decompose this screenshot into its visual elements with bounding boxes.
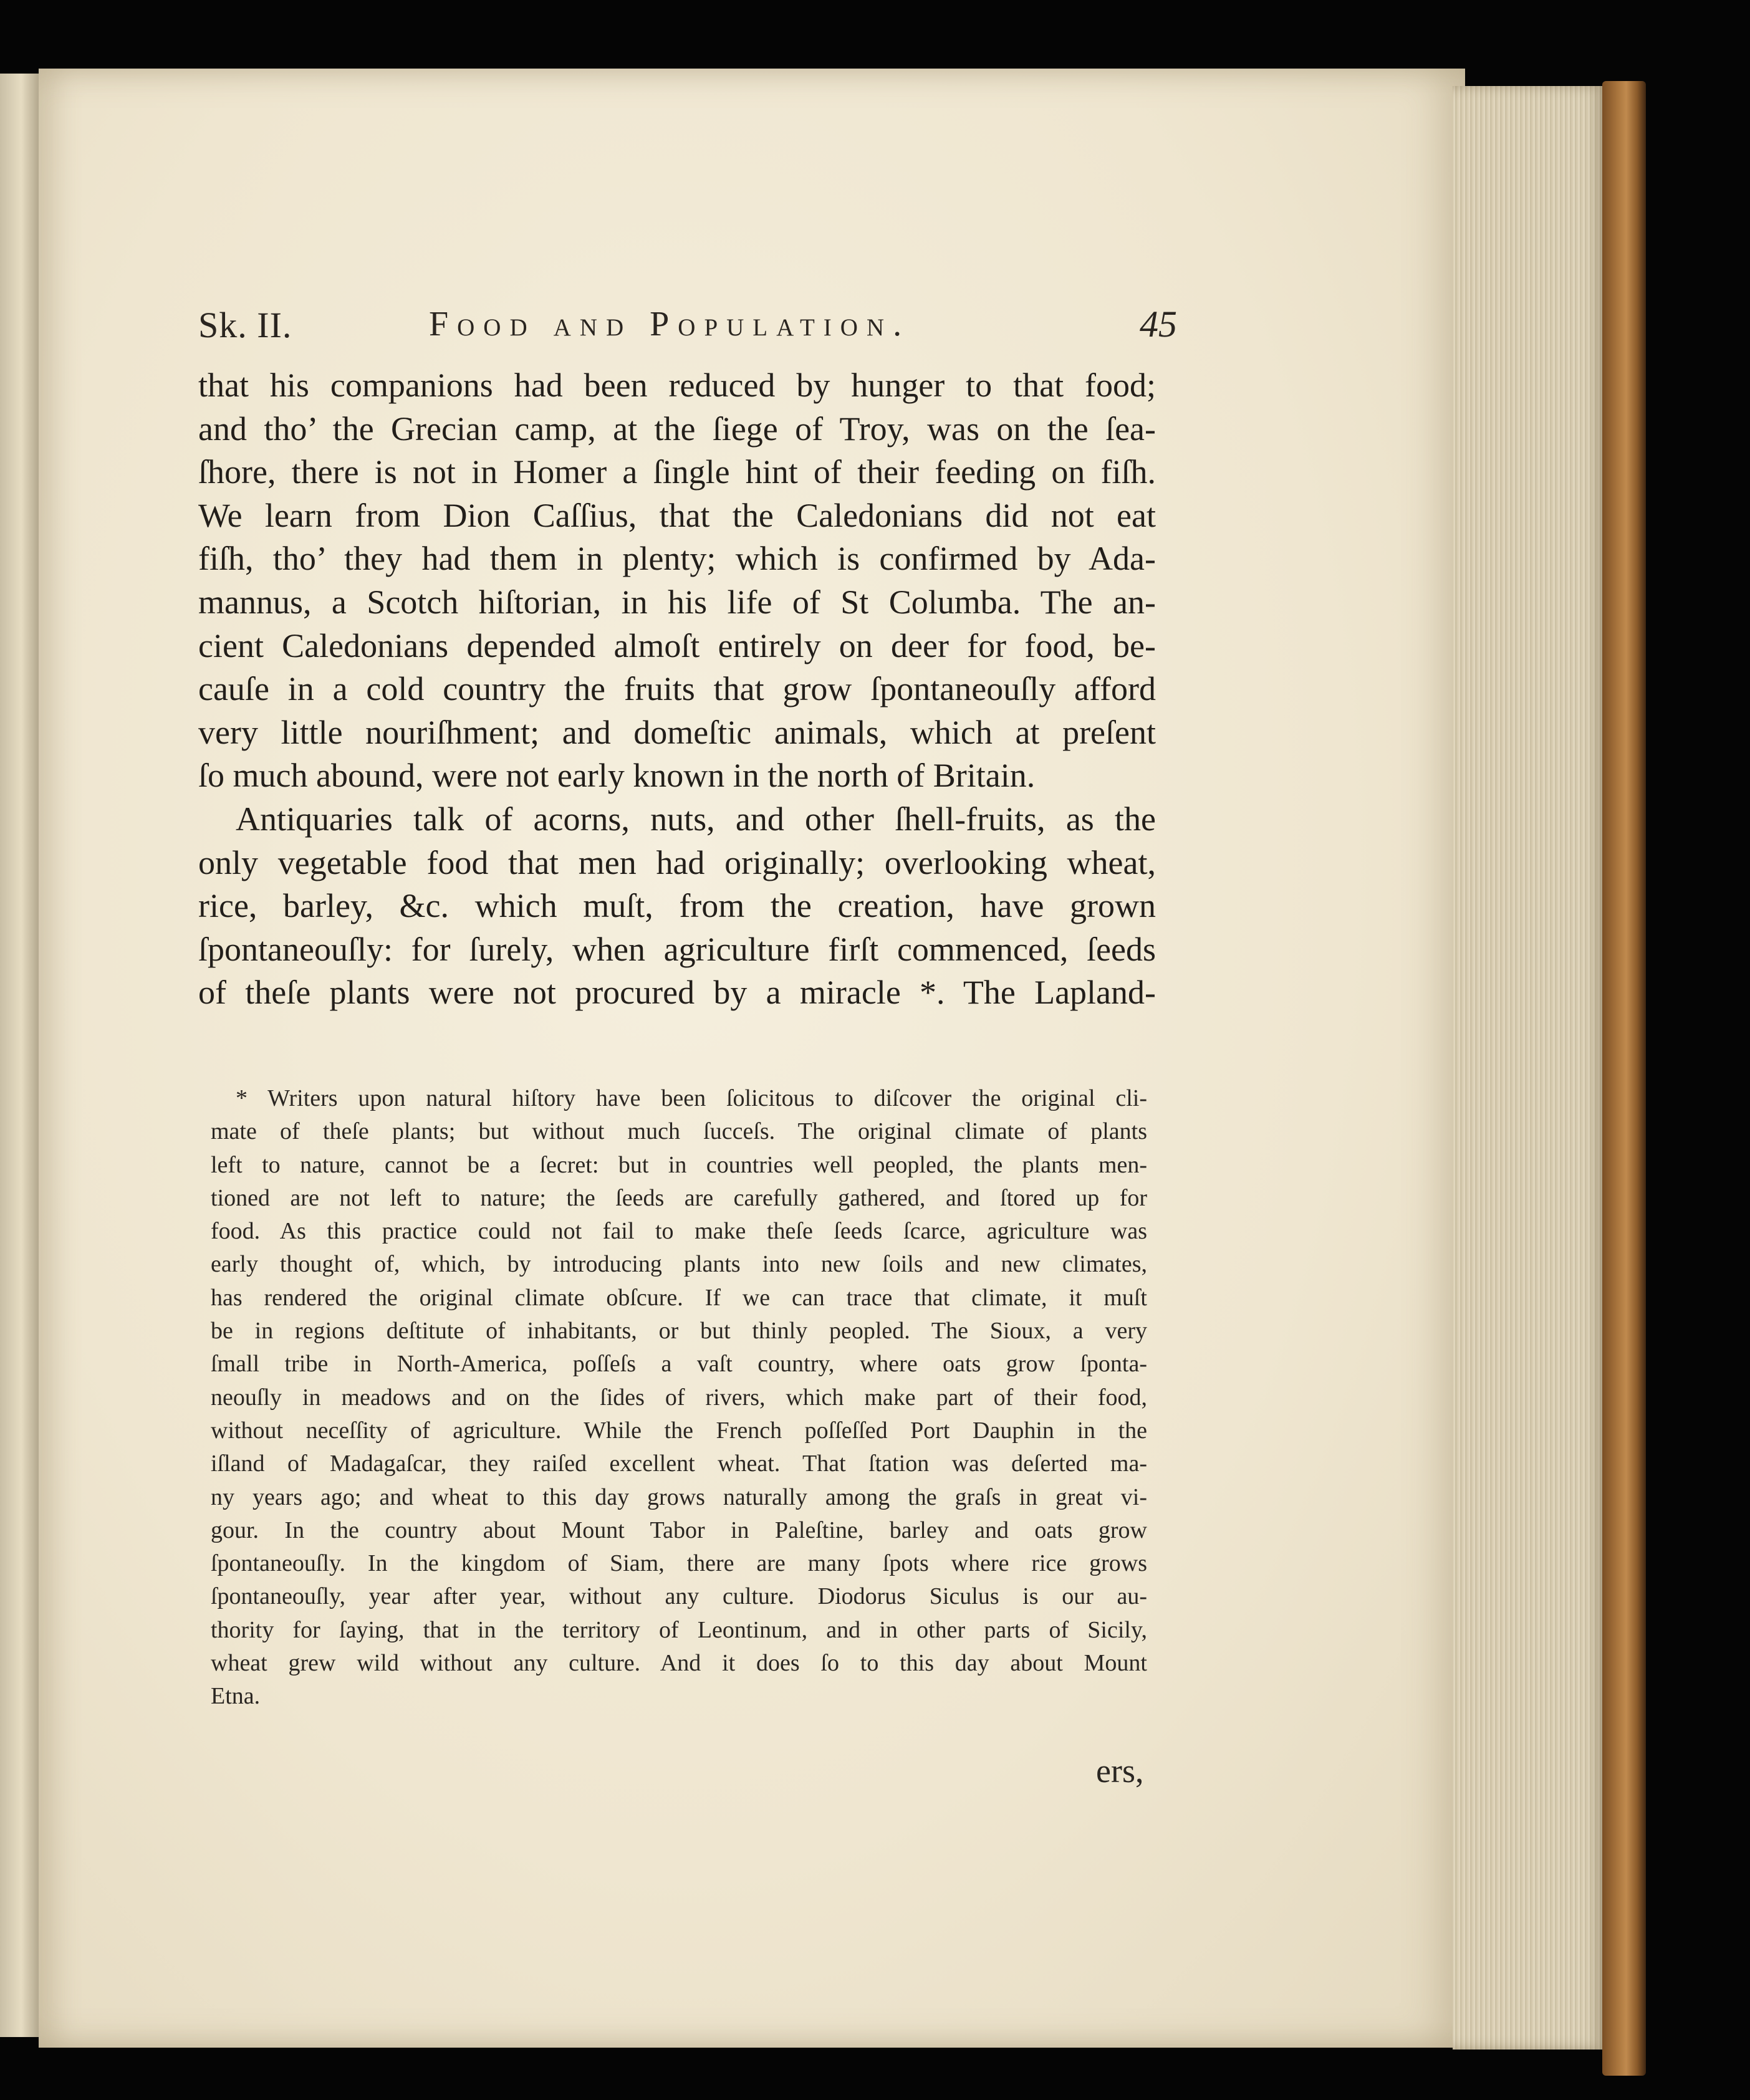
body-line: mannus, a Scotch hiſtorian, in his life of St Columba. The an- (198, 583, 1156, 621)
footnote-line: ſpontaneouſly. In the kingdom of Siam, there are many ſpots where rice grows (211, 1550, 1147, 1577)
footnote-line: without neceſſity of agriculture. While the French poſſeſſed Port Dauphin in the (211, 1417, 1147, 1444)
footnote-line: ſpontaneouſly, year after year, without any culture. Diodorus Siculus is our au- (211, 1583, 1147, 1610)
body-line: We learn from Dion Caſſius, that the Caledonians did not eat (198, 496, 1156, 534)
body-line: Antiquaries talk of acorns, nuts, and other ſhell-fruits, as the (236, 800, 1156, 838)
body-line: cient Caledonians depended almoſt entirely on deer for food, be- (198, 626, 1156, 664)
footnote-line: early thought of, which, by introducing plants into new ſoils and new climates, (211, 1251, 1147, 1278)
catchword: ers, (1096, 1752, 1144, 1790)
body-line: fiſh, tho’ they had them in plenty; which is confirmed by Ada- (198, 540, 1156, 578)
body-line: ſpontaneouſly: for ſurely, when agriculture firſt commenced, ſeeds (198, 930, 1156, 968)
footnote-line: Etna. (211, 1683, 261, 1710)
footnote-line: neouſly in meadows and on the ſides of rivers, which make part of their food, (211, 1384, 1147, 1411)
body-line: very little nouriſhment; and domeſtic animals, which at preſent (198, 713, 1156, 751)
footnote-line: food. As this practice could not fail to make theſe ſeeds ſcarce, agriculture was (211, 1218, 1147, 1245)
body-line: cauſe in a cold country the fruits that grow ſpontaneouſly afford (198, 670, 1156, 708)
left-facing-page-edge (0, 74, 39, 2037)
footnote-line: iſland of Madagaſcar, they raiſed excellent wheat. That ſtation was deſerted ma- (211, 1450, 1147, 1477)
footnote-line: thority for ſaying, that in the territory of Leontinum, and in other parts of Sicily, (211, 1616, 1147, 1643)
footnote-line: ny years ago; and wheat to this day grows naturally among the graſs in great vi- (211, 1484, 1147, 1510)
footnote-line: mate of theſe plants; but without much ſucceſs. The original climate of plants (211, 1118, 1147, 1145)
body-line: and tho’ the Grecian camp, at the ſiege of Troy, was on the ſea- (198, 410, 1156, 448)
footnote-line: be in regions deſtitute of inhabitants, or but thinly peopled. The Sioux, a very (211, 1318, 1147, 1345)
footnote-line: left to nature, cannot be a ſecret: but in countries well peopled, the plants men- (211, 1151, 1147, 1178)
body-line: ſhore, there is not in Homer a ſingle hint of their feeding on fiſh. (198, 453, 1156, 491)
page-fore-edge (1453, 86, 1608, 2050)
body-line: of theſe plants were not procured by a miracle *. The Lapland- (198, 974, 1156, 1012)
footnote-line: gour. In the country about Mount Tabor in Paleſtine, barley and oats grow (211, 1517, 1147, 1543)
body-line: ſo much abound, were not early known in the north of Britain. (198, 757, 1036, 795)
running-title: Food and Population. (429, 305, 911, 343)
body-line: that his companions had been reduced by hunger to that food; (198, 367, 1156, 404)
leather-cover (1602, 81, 1646, 2076)
body-line: only vegetable food that men had originally; overlooking wheat, (198, 843, 1156, 881)
running-header (198, 299, 1177, 349)
footnote-line: * Writers upon natural hiſtory have been ſolicitous to diſcover the original cli- (236, 1085, 1147, 1111)
body-line: rice, barley, &c. which muſt, from the creation, have grown (198, 887, 1156, 925)
footnote-line: has rendered the original climate obſcure. If we can trace that climate, it muſt (211, 1284, 1147, 1311)
footnote (211, 1082, 1147, 1714)
footnote-line: tioned are not left to nature; the ſeeds are carefully gathered, and ſtored up for (211, 1184, 1147, 1211)
footnote-line: ſmall tribe in North-America, poſſeſs a vaſt country, where oats grow ſponta- (211, 1351, 1147, 1378)
main-text (198, 364, 1156, 1015)
footnote-line: wheat grew wild without any culture. And it does ſo to this day about Mount (211, 1650, 1147, 1677)
section-label: Sk. II. (198, 305, 292, 345)
page-number: 45 (1140, 304, 1177, 345)
